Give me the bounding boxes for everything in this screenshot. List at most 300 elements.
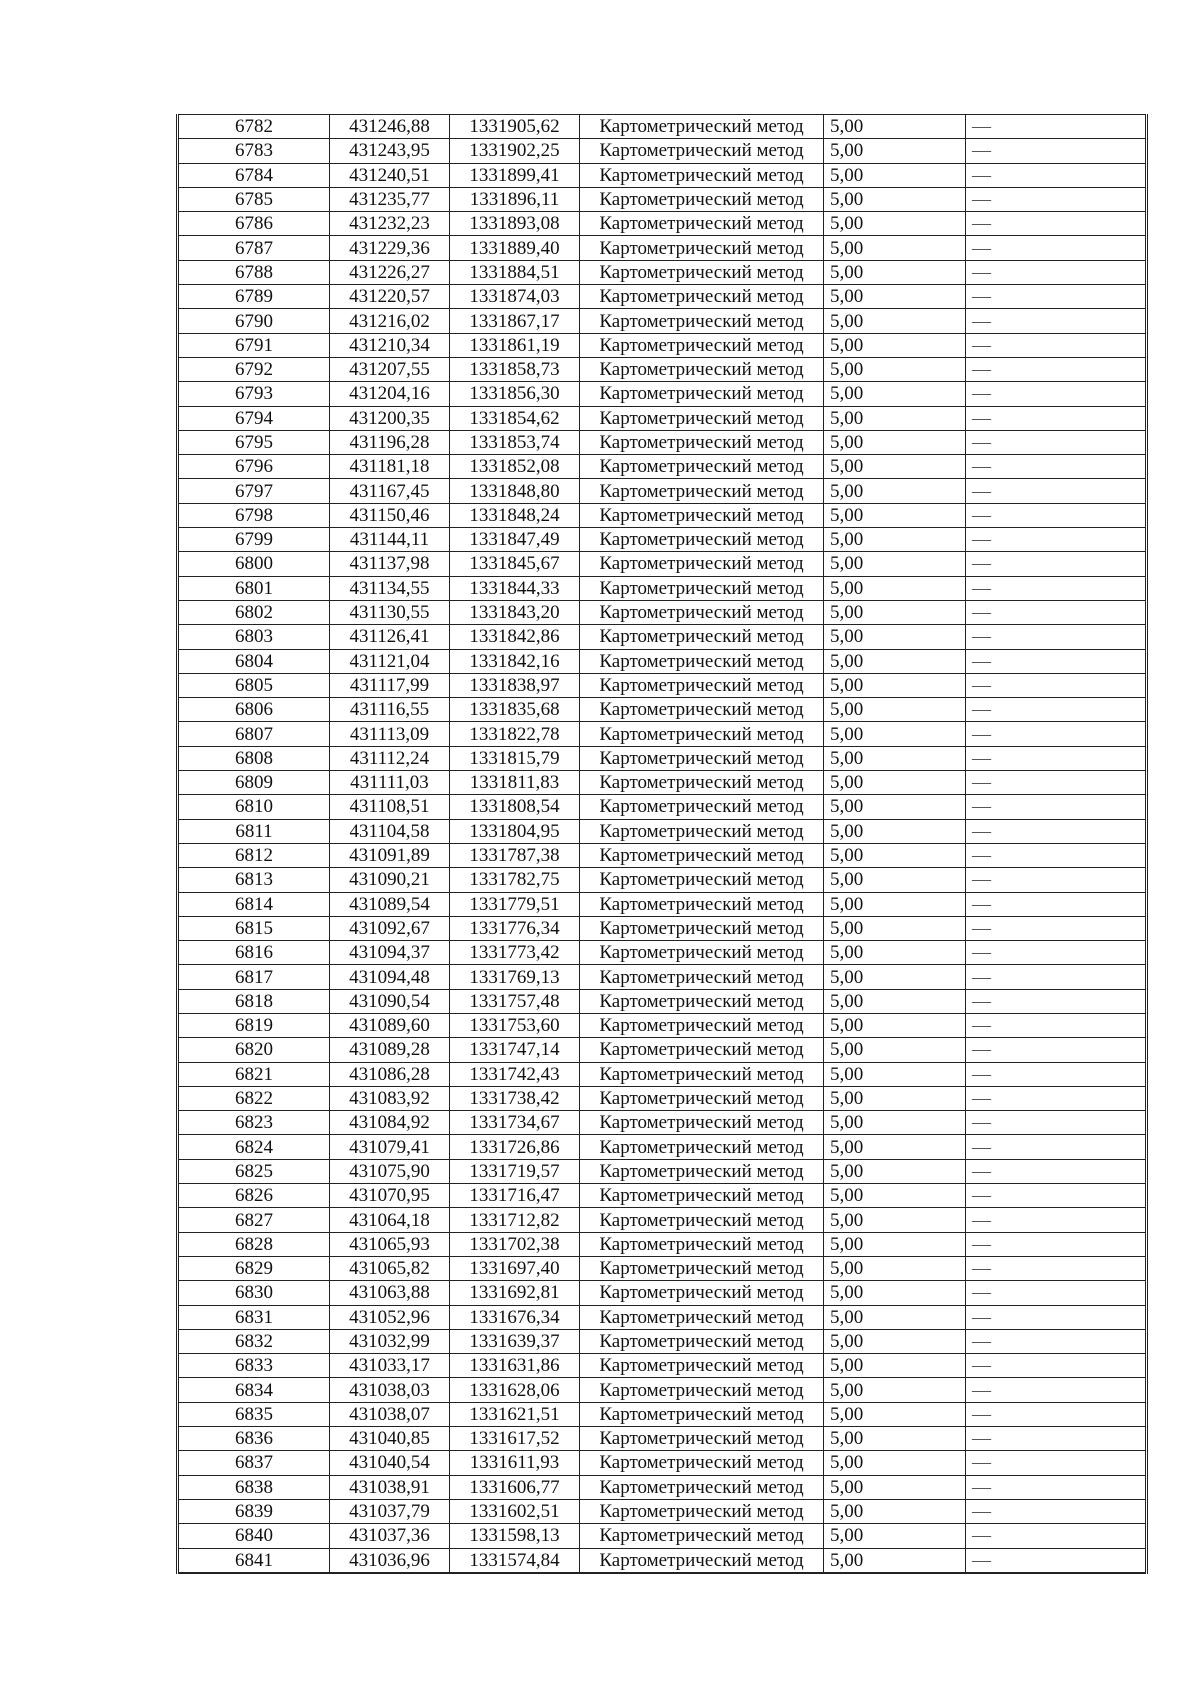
table-row: [178, 941, 1147, 965]
note-cell: —: [966, 406, 1147, 430]
point-number-cell: 6818: [178, 989, 330, 1013]
accuracy-cell: 5,00: [824, 771, 966, 795]
note-cell: —: [966, 382, 1147, 406]
y-coordinate-cell: 1331848,80: [450, 479, 580, 503]
table-row: [178, 455, 1147, 479]
point-number-cell: 6825: [178, 1159, 330, 1183]
x-coordinate-cell: 431075,90: [330, 1159, 450, 1183]
accuracy-cell: 5,00: [824, 941, 966, 965]
accuracy-cell: 5,00: [824, 1232, 966, 1256]
note-cell: —: [966, 673, 1147, 697]
y-coordinate-cell: 1331848,24: [450, 503, 580, 527]
table-row: [178, 1354, 1147, 1378]
table-row: [178, 989, 1147, 1013]
point-number-cell: 6795: [178, 430, 330, 454]
x-coordinate-cell: 431167,45: [330, 479, 450, 503]
point-number-cell: 6782: [178, 115, 330, 139]
accuracy-cell: 5,00: [824, 236, 966, 260]
x-coordinate-cell: 431130,55: [330, 600, 450, 624]
y-coordinate-cell: 1331874,03: [450, 285, 580, 309]
note-cell: —: [966, 625, 1147, 649]
x-coordinate-cell: 431070,95: [330, 1184, 450, 1208]
point-number-cell: 6841: [178, 1548, 330, 1573]
accuracy-cell: 5,00: [824, 285, 966, 309]
y-coordinate-cell: 1331734,67: [450, 1111, 580, 1135]
y-coordinate-cell: 1331598,13: [450, 1524, 580, 1548]
x-coordinate-cell: 431092,67: [330, 916, 450, 940]
table-row: [178, 1135, 1147, 1159]
y-coordinate-cell: 1331842,86: [450, 625, 580, 649]
table-row: [178, 722, 1147, 746]
point-number-cell: 6791: [178, 333, 330, 357]
table-row: [178, 1329, 1147, 1353]
method-cell: Картометрический метод: [580, 1184, 824, 1208]
accuracy-cell: 5,00: [824, 430, 966, 454]
point-number-cell: 6828: [178, 1232, 330, 1256]
table-row: [178, 1402, 1147, 1426]
note-cell: —: [966, 941, 1147, 965]
x-coordinate-cell: 431116,55: [330, 698, 450, 722]
note-cell: —: [966, 1111, 1147, 1135]
x-coordinate-cell: 431040,54: [330, 1451, 450, 1475]
note-cell: —: [966, 722, 1147, 746]
x-coordinate-cell: 431090,54: [330, 989, 450, 1013]
note-cell: —: [966, 600, 1147, 624]
table-row: [178, 1475, 1147, 1499]
method-cell: Картометрический метод: [580, 892, 824, 916]
note-cell: —: [966, 771, 1147, 795]
y-coordinate-cell: 1331782,75: [450, 868, 580, 892]
x-coordinate-cell: 431240,51: [330, 163, 450, 187]
accuracy-cell: 5,00: [824, 1062, 966, 1086]
y-coordinate-cell: 1331811,83: [450, 771, 580, 795]
accuracy-cell: 5,00: [824, 892, 966, 916]
method-cell: Картометрический метод: [580, 1256, 824, 1280]
table-row: [178, 771, 1147, 795]
method-cell: Картометрический метод: [580, 649, 824, 673]
method-cell: Картометрический метод: [580, 309, 824, 333]
table-row: [178, 285, 1147, 309]
table-row: [178, 479, 1147, 503]
accuracy-cell: 5,00: [824, 673, 966, 697]
x-coordinate-cell: 431089,60: [330, 1013, 450, 1037]
x-coordinate-cell: 431150,46: [330, 503, 450, 527]
note-cell: —: [966, 1135, 1147, 1159]
method-cell: Картометрический метод: [580, 1548, 824, 1573]
method-cell: Картометрический метод: [580, 430, 824, 454]
table-row: [178, 1499, 1147, 1523]
note-cell: —: [966, 1232, 1147, 1256]
table-row: [178, 187, 1147, 211]
point-number-cell: 6840: [178, 1524, 330, 1548]
table-row: [178, 576, 1147, 600]
method-cell: Картометрический метод: [580, 1038, 824, 1062]
accuracy-cell: 5,00: [824, 1038, 966, 1062]
coordinates-table: [176, 114, 1148, 1574]
point-number-cell: 6834: [178, 1378, 330, 1402]
method-cell: Картометрический метод: [580, 285, 824, 309]
table-row: [178, 819, 1147, 843]
note-cell: —: [966, 1499, 1147, 1523]
method-cell: Картометрический метод: [580, 746, 824, 770]
point-number-cell: 6832: [178, 1329, 330, 1353]
x-coordinate-cell: 431036,96: [330, 1548, 450, 1573]
note-cell: —: [966, 819, 1147, 843]
method-cell: Картометрический метод: [580, 795, 824, 819]
point-number-cell: 6839: [178, 1499, 330, 1523]
point-number-cell: 6813: [178, 868, 330, 892]
accuracy-cell: 5,00: [824, 1402, 966, 1426]
table-row: [178, 503, 1147, 527]
accuracy-cell: 5,00: [824, 1378, 966, 1402]
y-coordinate-cell: 1331628,06: [450, 1378, 580, 1402]
method-cell: Картометрический метод: [580, 1208, 824, 1232]
table-row: [178, 843, 1147, 867]
accuracy-cell: 5,00: [824, 989, 966, 1013]
note-cell: —: [966, 503, 1147, 527]
point-number-cell: 6794: [178, 406, 330, 430]
y-coordinate-cell: 1331716,47: [450, 1184, 580, 1208]
y-coordinate-cell: 1331611,93: [450, 1451, 580, 1475]
point-number-cell: 6805: [178, 673, 330, 697]
x-coordinate-cell: 431117,99: [330, 673, 450, 697]
note-cell: —: [966, 746, 1147, 770]
y-coordinate-cell: 1331902,25: [450, 139, 580, 163]
point-number-cell: 6808: [178, 746, 330, 770]
table-row: [178, 1062, 1147, 1086]
accuracy-cell: 5,00: [824, 1135, 966, 1159]
accuracy-cell: 5,00: [824, 916, 966, 940]
table-row: [178, 1086, 1147, 1110]
table-row: [178, 746, 1147, 770]
point-number-cell: 6812: [178, 843, 330, 867]
method-cell: Картометрический метод: [580, 916, 824, 940]
accuracy-cell: 5,00: [824, 1305, 966, 1329]
note-cell: —: [966, 649, 1147, 673]
accuracy-cell: 5,00: [824, 503, 966, 527]
table-row: [178, 163, 1147, 187]
x-coordinate-cell: 431089,28: [330, 1038, 450, 1062]
x-coordinate-cell: 431090,21: [330, 868, 450, 892]
note-cell: —: [966, 528, 1147, 552]
x-coordinate-cell: 431232,23: [330, 212, 450, 236]
x-coordinate-cell: 431243,95: [330, 139, 450, 163]
x-coordinate-cell: 431210,34: [330, 333, 450, 357]
accuracy-cell: 5,00: [824, 260, 966, 284]
table-row: [178, 698, 1147, 722]
point-number-cell: 6786: [178, 212, 330, 236]
x-coordinate-cell: 431033,17: [330, 1354, 450, 1378]
x-coordinate-cell: 431220,57: [330, 285, 450, 309]
note-cell: —: [966, 916, 1147, 940]
point-number-cell: 6816: [178, 941, 330, 965]
accuracy-cell: 5,00: [824, 455, 966, 479]
point-number-cell: 6803: [178, 625, 330, 649]
point-number-cell: 6797: [178, 479, 330, 503]
table-row: [178, 430, 1147, 454]
table-row: [178, 309, 1147, 333]
note-cell: —: [966, 115, 1147, 139]
method-cell: Картометрический метод: [580, 1135, 824, 1159]
x-coordinate-cell: 431104,58: [330, 819, 450, 843]
point-number-cell: 6809: [178, 771, 330, 795]
y-coordinate-cell: 1331905,62: [450, 115, 580, 139]
method-cell: Картометрический метод: [580, 479, 824, 503]
method-cell: Картометрический метод: [580, 528, 824, 552]
point-number-cell: 6785: [178, 187, 330, 211]
x-coordinate-cell: 431204,16: [330, 382, 450, 406]
y-coordinate-cell: 1331631,86: [450, 1354, 580, 1378]
method-cell: Картометрический метод: [580, 722, 824, 746]
y-coordinate-cell: 1331896,11: [450, 187, 580, 211]
y-coordinate-cell: 1331808,54: [450, 795, 580, 819]
note-cell: —: [966, 333, 1147, 357]
table-row: [178, 115, 1147, 139]
note-cell: —: [966, 187, 1147, 211]
accuracy-cell: 5,00: [824, 1427, 966, 1451]
y-coordinate-cell: 1331692,81: [450, 1281, 580, 1305]
table-row: [178, 1378, 1147, 1402]
x-coordinate-cell: 431144,11: [330, 528, 450, 552]
accuracy-cell: 5,00: [824, 1159, 966, 1183]
y-coordinate-cell: 1331753,60: [450, 1013, 580, 1037]
table-row: [178, 892, 1147, 916]
table-row: [178, 1208, 1147, 1232]
x-coordinate-cell: 431089,54: [330, 892, 450, 916]
accuracy-cell: 5,00: [824, 406, 966, 430]
accuracy-cell: 5,00: [824, 795, 966, 819]
accuracy-cell: 5,00: [824, 1354, 966, 1378]
x-coordinate-cell: 431083,92: [330, 1086, 450, 1110]
method-cell: Картометрический метод: [580, 576, 824, 600]
y-coordinate-cell: 1331602,51: [450, 1499, 580, 1523]
note-cell: —: [966, 843, 1147, 867]
point-number-cell: 6810: [178, 795, 330, 819]
method-cell: Картометрический метод: [580, 1427, 824, 1451]
accuracy-cell: 5,00: [824, 479, 966, 503]
method-cell: Картометрический метод: [580, 406, 824, 430]
table-row: [178, 139, 1147, 163]
accuracy-cell: 5,00: [824, 552, 966, 576]
point-number-cell: 6826: [178, 1184, 330, 1208]
method-cell: Картометрический метод: [580, 1329, 824, 1353]
y-coordinate-cell: 1331757,48: [450, 989, 580, 1013]
x-coordinate-cell: 431108,51: [330, 795, 450, 819]
note-cell: —: [966, 552, 1147, 576]
accuracy-cell: 5,00: [824, 1086, 966, 1110]
accuracy-cell: 5,00: [824, 1524, 966, 1548]
method-cell: Картометрический метод: [580, 1062, 824, 1086]
point-number-cell: 6823: [178, 1111, 330, 1135]
accuracy-cell: 5,00: [824, 600, 966, 624]
table-row: [178, 236, 1147, 260]
point-number-cell: 6814: [178, 892, 330, 916]
accuracy-cell: 5,00: [824, 1281, 966, 1305]
accuracy-cell: 5,00: [824, 625, 966, 649]
point-number-cell: 6802: [178, 600, 330, 624]
table-row: [178, 333, 1147, 357]
method-cell: Картометрический метод: [580, 1111, 824, 1135]
y-coordinate-cell: 1331889,40: [450, 236, 580, 260]
method-cell: Картометрический метод: [580, 1378, 824, 1402]
note-cell: —: [966, 576, 1147, 600]
y-coordinate-cell: 1331899,41: [450, 163, 580, 187]
x-coordinate-cell: 431052,96: [330, 1305, 450, 1329]
method-cell: Картометрический метод: [580, 771, 824, 795]
table-row: [178, 1524, 1147, 1548]
accuracy-cell: 5,00: [824, 722, 966, 746]
note-cell: —: [966, 1256, 1147, 1280]
table-row: [178, 673, 1147, 697]
x-coordinate-cell: 431091,89: [330, 843, 450, 867]
table-row: [178, 260, 1147, 284]
table-row: [178, 552, 1147, 576]
point-number-cell: 6829: [178, 1256, 330, 1280]
method-cell: Картометрический метод: [580, 1402, 824, 1426]
y-coordinate-cell: 1331773,42: [450, 941, 580, 965]
accuracy-cell: 5,00: [824, 115, 966, 139]
x-coordinate-cell: 431038,91: [330, 1475, 450, 1499]
note-cell: —: [966, 212, 1147, 236]
table-row: [178, 649, 1147, 673]
note-cell: —: [966, 285, 1147, 309]
x-coordinate-cell: 431065,93: [330, 1232, 450, 1256]
accuracy-cell: 5,00: [824, 698, 966, 722]
method-cell: Картометрический метод: [580, 455, 824, 479]
x-coordinate-cell: 431246,88: [330, 115, 450, 139]
method-cell: Картометрический метод: [580, 503, 824, 527]
y-coordinate-cell: 1331621,51: [450, 1402, 580, 1426]
point-number-cell: 6792: [178, 357, 330, 381]
note-cell: —: [966, 1475, 1147, 1499]
x-coordinate-cell: 431229,36: [330, 236, 450, 260]
note-cell: —: [966, 236, 1147, 260]
x-coordinate-cell: 431084,92: [330, 1111, 450, 1135]
note-cell: —: [966, 1524, 1147, 1548]
accuracy-cell: 5,00: [824, 1499, 966, 1523]
x-coordinate-cell: 431226,27: [330, 260, 450, 284]
x-coordinate-cell: 431037,36: [330, 1524, 450, 1548]
table-row: [178, 1232, 1147, 1256]
accuracy-cell: 5,00: [824, 1013, 966, 1037]
note-cell: —: [966, 260, 1147, 284]
accuracy-cell: 5,00: [824, 1111, 966, 1135]
x-coordinate-cell: 431181,18: [330, 455, 450, 479]
y-coordinate-cell: 1331861,19: [450, 333, 580, 357]
y-coordinate-cell: 1331893,08: [450, 212, 580, 236]
table-row: [178, 1256, 1147, 1280]
x-coordinate-cell: 431094,48: [330, 965, 450, 989]
point-number-cell: 6787: [178, 236, 330, 260]
method-cell: Картометрический метод: [580, 212, 824, 236]
note-cell: —: [966, 430, 1147, 454]
method-cell: Картометрический метод: [580, 673, 824, 697]
note-cell: —: [966, 989, 1147, 1013]
accuracy-cell: 5,00: [824, 212, 966, 236]
note-cell: —: [966, 455, 1147, 479]
method-cell: Картометрический метод: [580, 163, 824, 187]
method-cell: Картометрический метод: [580, 187, 824, 211]
y-coordinate-cell: 1331815,79: [450, 746, 580, 770]
method-cell: Картометрический метод: [580, 1354, 824, 1378]
note-cell: —: [966, 1427, 1147, 1451]
table-row: [178, 1427, 1147, 1451]
x-coordinate-cell: 431207,55: [330, 357, 450, 381]
y-coordinate-cell: 1331835,68: [450, 698, 580, 722]
y-coordinate-cell: 1331804,95: [450, 819, 580, 843]
method-cell: Картометрический метод: [580, 382, 824, 406]
point-number-cell: 6836: [178, 1427, 330, 1451]
y-coordinate-cell: 1331822,78: [450, 722, 580, 746]
accuracy-cell: 5,00: [824, 333, 966, 357]
note-cell: —: [966, 357, 1147, 381]
point-number-cell: 6784: [178, 163, 330, 187]
x-coordinate-cell: 431063,88: [330, 1281, 450, 1305]
method-cell: Картометрический метод: [580, 115, 824, 139]
x-coordinate-cell: 431235,77: [330, 187, 450, 211]
point-number-cell: 6831: [178, 1305, 330, 1329]
y-coordinate-cell: 1331884,51: [450, 260, 580, 284]
y-coordinate-cell: 1331769,13: [450, 965, 580, 989]
y-coordinate-cell: 1331858,73: [450, 357, 580, 381]
x-coordinate-cell: 431113,09: [330, 722, 450, 746]
method-cell: Картометрический метод: [580, 989, 824, 1013]
accuracy-cell: 5,00: [824, 187, 966, 211]
table-row: [178, 1111, 1147, 1135]
table-row: [178, 600, 1147, 624]
x-coordinate-cell: 431126,41: [330, 625, 450, 649]
point-number-cell: 6824: [178, 1135, 330, 1159]
accuracy-cell: 5,00: [824, 819, 966, 843]
method-cell: Картометрический метод: [580, 941, 824, 965]
y-coordinate-cell: 1331779,51: [450, 892, 580, 916]
y-coordinate-cell: 1331697,40: [450, 1256, 580, 1280]
accuracy-cell: 5,00: [824, 965, 966, 989]
table-row: [178, 1548, 1147, 1573]
note-cell: —: [966, 795, 1147, 819]
y-coordinate-cell: 1331639,37: [450, 1329, 580, 1353]
table-row: [178, 916, 1147, 940]
y-coordinate-cell: 1331676,34: [450, 1305, 580, 1329]
note-cell: —: [966, 479, 1147, 503]
accuracy-cell: 5,00: [824, 746, 966, 770]
x-coordinate-cell: 431196,28: [330, 430, 450, 454]
note-cell: —: [966, 1305, 1147, 1329]
point-number-cell: 6798: [178, 503, 330, 527]
y-coordinate-cell: 1331742,43: [450, 1062, 580, 1086]
method-cell: Картометрический метод: [580, 1451, 824, 1475]
y-coordinate-cell: 1331738,42: [450, 1086, 580, 1110]
coordinates-table-body: [178, 115, 1147, 1573]
note-cell: —: [966, 1378, 1147, 1402]
note-cell: —: [966, 1451, 1147, 1475]
y-coordinate-cell: 1331787,38: [450, 843, 580, 867]
table-row: [178, 528, 1147, 552]
accuracy-cell: 5,00: [824, 1451, 966, 1475]
point-number-cell: 6837: [178, 1451, 330, 1475]
point-number-cell: 6835: [178, 1402, 330, 1426]
note-cell: —: [966, 1354, 1147, 1378]
point-number-cell: 6788: [178, 260, 330, 284]
note-cell: —: [966, 1086, 1147, 1110]
accuracy-cell: 5,00: [824, 843, 966, 867]
method-cell: Картометрический метод: [580, 1499, 824, 1523]
y-coordinate-cell: 1331702,38: [450, 1232, 580, 1256]
method-cell: Картометрический метод: [580, 600, 824, 624]
point-number-cell: 6800: [178, 552, 330, 576]
y-coordinate-cell: 1331854,62: [450, 406, 580, 430]
note-cell: —: [966, 1281, 1147, 1305]
